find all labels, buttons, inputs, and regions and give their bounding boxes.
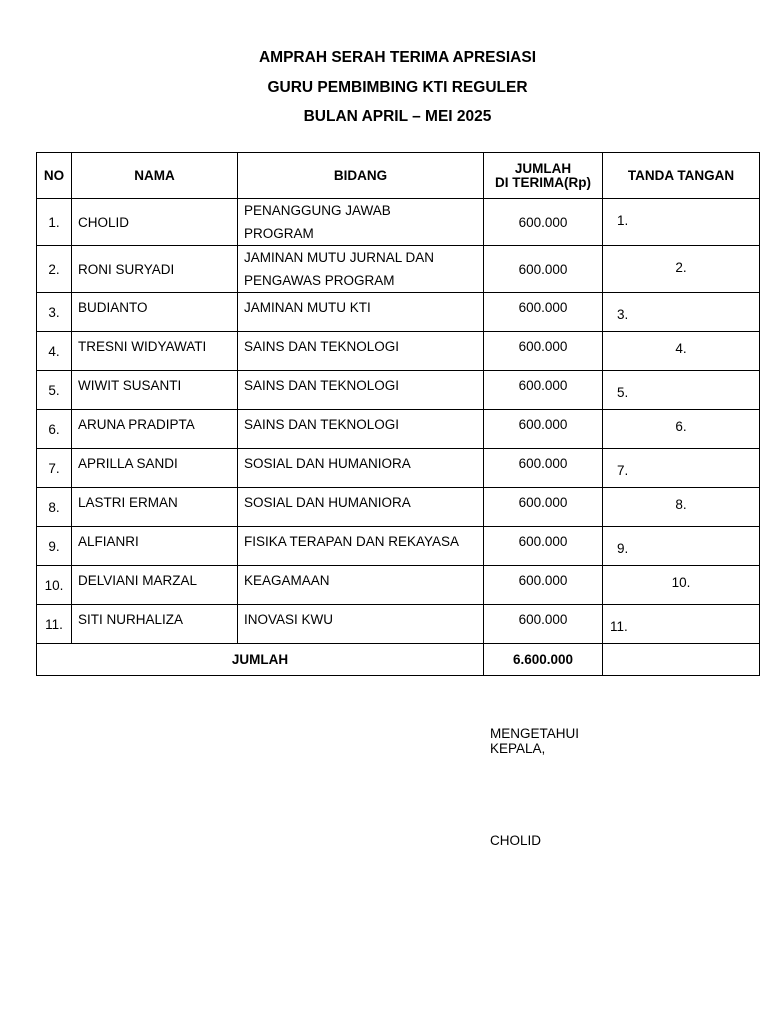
row-no: 6. bbox=[37, 410, 72, 449]
row-bidang: SOSIAL DAN HUMANIORA bbox=[238, 449, 484, 488]
row-jumlah: 600.000 bbox=[484, 566, 603, 605]
row-bidang: FISIKA TERAPAN DAN REKAYASA bbox=[238, 527, 484, 566]
table-header-row bbox=[37, 153, 760, 199]
apresiasi-table bbox=[36, 152, 760, 676]
title-line-3: BULAN APRIL – MEI 2025 bbox=[303, 108, 492, 125]
row-no: 4. bbox=[37, 332, 72, 371]
row-nama: ALFIANRI bbox=[72, 527, 238, 566]
table-row bbox=[37, 449, 760, 488]
title-line-1: AMPRAH SERAH TERIMA APRESIASI bbox=[258, 49, 536, 66]
table-row bbox=[37, 371, 760, 410]
row-bidang bbox=[238, 199, 484, 246]
row-jumlah: 600.000 bbox=[484, 410, 603, 449]
row-jumlah: 600.000 bbox=[484, 293, 603, 332]
row-jumlah: 600.000 bbox=[484, 371, 603, 410]
row-nama: SITI NURHALIZA bbox=[72, 605, 238, 644]
mengetahui-label: MENGETAHUI bbox=[490, 726, 580, 741]
row-bidang-line2: PENGAWAS PROGRAM bbox=[244, 273, 395, 288]
row-nama: ARUNA PRADIPTA bbox=[72, 410, 238, 449]
signature-number: 2. bbox=[675, 260, 687, 275]
row-jumlah: 600.000 bbox=[484, 605, 603, 644]
signature-number: 11. bbox=[610, 619, 628, 634]
header-jumlah bbox=[484, 153, 603, 199]
row-no: 1. bbox=[37, 199, 72, 246]
total-row bbox=[37, 644, 760, 676]
table-row bbox=[37, 605, 760, 644]
row-nama: TRESNI WIDYAWATI bbox=[72, 332, 238, 371]
row-no: 2. bbox=[37, 246, 72, 293]
signature-number: 10. bbox=[671, 575, 691, 590]
row-tanda-tangan[interactable] bbox=[603, 371, 760, 410]
row-no: 8. bbox=[37, 488, 72, 527]
row-bidang bbox=[238, 246, 484, 293]
row-no: 10. bbox=[37, 566, 72, 605]
row-nama: DELVIANI MARZAL bbox=[72, 566, 238, 605]
row-nama: RONI SURYADI bbox=[72, 246, 238, 293]
row-jumlah: 600.000 bbox=[484, 488, 603, 527]
row-bidang: SAINS DAN TEKNOLOGI bbox=[238, 410, 484, 449]
total-signature-cell bbox=[603, 644, 760, 676]
row-jumlah: 600.000 bbox=[484, 332, 603, 371]
header-nama: NAMA bbox=[72, 153, 238, 199]
row-tanda-tangan[interactable] bbox=[603, 527, 760, 566]
row-no: 7. bbox=[37, 449, 72, 488]
row-tanda-tangan[interactable] bbox=[603, 605, 760, 644]
total-label: JUMLAH bbox=[37, 644, 484, 676]
table-row bbox=[37, 293, 760, 332]
table-row bbox=[37, 566, 760, 605]
row-bidang: SAINS DAN TEKNOLOGI bbox=[238, 371, 484, 410]
row-no: 11. bbox=[37, 605, 72, 644]
signature-number: 4. bbox=[675, 341, 687, 356]
signature-number: 7. bbox=[617, 463, 629, 478]
row-bidang: SAINS DAN TEKNOLOGI bbox=[238, 332, 484, 371]
signature-number: 1. bbox=[617, 213, 629, 228]
row-jumlah: 600.000 bbox=[484, 527, 603, 566]
header-jumlah-line1: JUMLAH bbox=[514, 160, 572, 176]
signature-number: 6. bbox=[675, 419, 687, 434]
table-row bbox=[37, 246, 760, 293]
table-row bbox=[37, 332, 760, 371]
row-tanda-tangan[interactable] bbox=[603, 199, 760, 246]
header-bidang: BIDANG bbox=[238, 153, 484, 199]
row-tanda-tangan[interactable] bbox=[603, 332, 760, 371]
row-tanda-tangan[interactable] bbox=[603, 488, 760, 527]
row-bidang-line2: PROGRAM bbox=[244, 226, 314, 241]
signature-number: 3. bbox=[617, 307, 629, 322]
row-tanda-tangan[interactable] bbox=[603, 566, 760, 605]
table-row bbox=[37, 488, 760, 527]
header-tanda-tangan: TANDA TANGAN bbox=[603, 153, 760, 199]
row-nama: BUDIANTO bbox=[72, 293, 238, 332]
row-bidang: KEAGAMAAN bbox=[238, 566, 484, 605]
row-no: 9. bbox=[37, 527, 72, 566]
mengetahui-block bbox=[490, 726, 579, 756]
row-jumlah: 600.000 bbox=[484, 199, 603, 246]
header-jumlah-line2: DI TERIMA(Rp) bbox=[495, 174, 591, 190]
table-row bbox=[37, 527, 760, 566]
row-tanda-tangan[interactable] bbox=[603, 449, 760, 488]
table-row bbox=[37, 199, 760, 246]
row-tanda-tangan[interactable] bbox=[603, 246, 760, 293]
header-no: NO bbox=[37, 153, 72, 199]
row-bidang: INOVASI KWU bbox=[238, 605, 484, 644]
row-nama: CHOLID bbox=[72, 199, 238, 246]
row-jumlah: 600.000 bbox=[484, 449, 603, 488]
row-bidang: SOSIAL DAN HUMANIORA bbox=[238, 488, 484, 527]
row-nama: LASTRI ERMAN bbox=[72, 488, 238, 527]
row-bidang: JAMINAN MUTU KTI bbox=[238, 293, 484, 332]
row-nama: WIWIT SUSANTI bbox=[72, 371, 238, 410]
row-no: 5. bbox=[37, 371, 72, 410]
signature-number: 5. bbox=[617, 385, 629, 400]
row-nama: APRILLA SANDI bbox=[72, 449, 238, 488]
row-bidang-line1: JAMINAN MUTU JURNAL DAN bbox=[244, 250, 435, 265]
row-bidang-line1: PENANGGUNG JAWAB bbox=[244, 203, 391, 218]
table-row bbox=[37, 410, 760, 449]
total-value: 6.600.000 bbox=[484, 644, 603, 676]
row-tanda-tangan[interactable] bbox=[603, 293, 760, 332]
row-no: 3. bbox=[37, 293, 72, 332]
signature-number: 8. bbox=[675, 497, 687, 512]
kepala-label: KEPALA, bbox=[490, 741, 546, 756]
row-jumlah: 600.000 bbox=[484, 246, 603, 293]
row-tanda-tangan[interactable] bbox=[603, 410, 760, 449]
signature-number: 9. bbox=[617, 541, 629, 556]
signer-name: CHOLID bbox=[490, 833, 542, 848]
title-line-2: GURU PEMBIMBING KTI REGULER bbox=[267, 79, 528, 96]
